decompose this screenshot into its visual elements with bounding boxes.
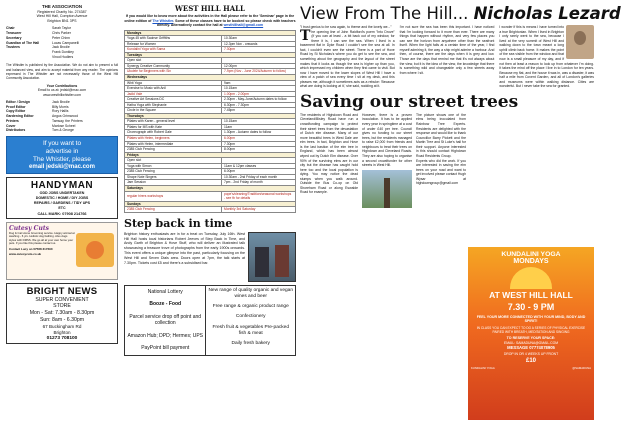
trees-paragraph-2: However, there is a proven inoculation. It has to be applied every year in springtime at a cost of under £40 per tree. Council gives no funding to our street trees, but the residents managed to raise £2,000 from friends and neighbours to treat their trees on Highdown and Cleveland Roads. They are also hoping to organise a second crowdfunder for other streets in West Hill. bbox=[362, 112, 412, 168]
activity-name: Shape Note Singers bbox=[125, 174, 222, 180]
activity-time: 6.00pm bbox=[222, 169, 296, 175]
post-left-item: PayPoint bill payment bbox=[141, 345, 190, 352]
advertise-line-2: advertise in bbox=[45, 148, 79, 156]
activity-name: Whit Yoga bbox=[125, 80, 222, 86]
association-column bbox=[6, 4, 118, 420]
activity-time: 7.45pm bbox=[222, 108, 296, 114]
team-role: Editor / Design bbox=[6, 99, 30, 104]
activity-time: 7pm - 2nd Friday of month bbox=[222, 180, 296, 186]
team-name: Angus Grimwood bbox=[52, 114, 79, 119]
handyman-line-4: ETC bbox=[58, 205, 66, 210]
activity-time: 10.15am bbox=[222, 119, 296, 125]
post-right-item: Daily fresh bakery bbox=[231, 341, 270, 347]
activity-name: Jadid Vale bbox=[125, 91, 222, 97]
activity-name: Choreograph with Robert Gale bbox=[125, 130, 222, 136]
historic-street-photo bbox=[248, 232, 296, 282]
kundalini-dropin: DROP IN OR 4 WEEKS UP FRONT bbox=[503, 352, 559, 357]
officers-role: Guardian of The Hall bbox=[6, 40, 40, 45]
view-paragraph-1: he opening line of John Raidford's poem "Into Drove" (if you can at least - a bit back out of my window, for there it is, I can see the sea. When I lived in a basement flat in Dyke Road I couldn't see the sea at all. In fact, I couldn't even see the street. There is a part of Hove Road by St Nicholas's where you do get to see the sea, and something about the geography and the layout of the street makes that it looks as though the sea is higher up than you, which impressed my children when they first came to visit. But now I have moved to the lower slopes of West Hill I have a view of a patch of sea every time I sit at my desk, and this pleases me, although it sometimes acts as a rebuke: 'Because what are doing is looking at it,' she said, nodding at it. bbox=[300, 29, 395, 89]
west-hill-hall-intro bbox=[124, 14, 296, 28]
activity-name: Synergy Creative Community bbox=[125, 63, 222, 69]
team-name: Marlose Scheel bbox=[52, 123, 76, 128]
activity-time: 7-9pm (Nov - June 2024/Autumn to follow) bbox=[222, 69, 296, 75]
bright-news-phone: 01273 708100 bbox=[46, 335, 78, 341]
activity-name: Yoga 45 with Saoirse Griffiths bbox=[125, 36, 222, 42]
view-column-2 bbox=[400, 25, 495, 89]
activity-time: 9am bbox=[222, 80, 296, 86]
view-from-hill-title bbox=[300, 4, 621, 23]
activity-name: Circle in the Square bbox=[125, 108, 222, 114]
street-trees-article bbox=[300, 113, 594, 208]
schedule-day: Mondays bbox=[125, 30, 296, 36]
kundalini-footer bbox=[471, 366, 591, 370]
association-city: Brighton BN1 3PS bbox=[47, 19, 77, 24]
officers-name: Lucas Campanelli bbox=[52, 40, 79, 45]
officers-row bbox=[6, 55, 118, 60]
activity-time: pope's/cleaning/Tradition/seasonal workshops - see fb for details bbox=[222, 191, 296, 201]
schedule-day: Saturdays bbox=[125, 185, 296, 191]
officers-role: Chair bbox=[6, 25, 15, 30]
intro-text: If you would like to know more about the activities in the Hall please refer to the 'Seminar' page in the online edition of bbox=[124, 14, 295, 23]
schedule-day: Fridays bbox=[125, 152, 296, 158]
activity-name: Hatha Yoga with Stephanie bbox=[125, 102, 222, 108]
schedule-row bbox=[125, 207, 296, 213]
cutesy-title: Cutesy Cuts bbox=[9, 224, 49, 232]
officers-name: Sarah Taylor bbox=[52, 25, 71, 30]
sun-graphic bbox=[510, 267, 552, 289]
post-right-item: New range of quality organic and vegan wines and beer bbox=[208, 287, 294, 299]
cutesy-text: Dog & Cat Home Grooming service. Happy animal at washing - 6 yrs. Holistic dog bathing. Also dogs styles with DMSS. We go all at your own home your pets. If you like this please contact us. bbox=[9, 230, 75, 246]
view-quote: "I trust genius to be sow again, to theme and the lovely we..." bbox=[300, 25, 392, 29]
schedule-day: Sundays bbox=[125, 201, 296, 207]
team-role: Copy Editor bbox=[6, 109, 26, 114]
drop-cap: T bbox=[300, 27, 311, 44]
dog-photo bbox=[76, 233, 114, 267]
intro-text-2: . Some of these classes have to be booked so please check with teachers directly. Alternatively contact the hall at bbox=[156, 18, 296, 28]
kundalini-tagline: FEEL YOUR MORE CONNECTED WITH YOUR MIND, BODY AND SPIRIT! bbox=[476, 314, 586, 324]
activity-time: 1.00pm - 2.00pm bbox=[222, 91, 296, 97]
kundalini-email[interactable]: EMAIL: SAMADUNA@GMAIL.COM bbox=[503, 341, 559, 346]
activity-name: Pilates with Helen, beginners bbox=[125, 136, 222, 142]
view-author: Nicholas Lezard bbox=[473, 4, 621, 23]
author-photo bbox=[566, 25, 594, 59]
trees-column-1: The residents of Highdown Road and Cleveland/Bisley Road have run a crowdfunding campaign to protect their street trees from the devastation of Dutch elm disease. Many of our more beautiful trees in West Dale are elm trees. In fact, Brighton and Hove is the last bastion of the elm tree in England, which has been almost wiped out by Dutch Elm disease. Over 90% of the surviving elms are in our city but the disease has caught hold here too and the local population is dying. You may notice the dead stumps when you walk around. Outside the Bus Co-op on Old Shoreham Road or along Eswalde Road for example. bbox=[300, 112, 358, 195]
kundalini-description: IN CLASS YOU CAN EXPECT TO DO A SERIES OF PHYSICAL EXERCISE PAIRED WITH BREATH, MEDITATION AND SINGING bbox=[476, 326, 586, 335]
handyman-line-3: REPAIRS / GARDENS / TIDY UPS bbox=[33, 200, 91, 205]
kundalini-phone: MESSAGE 07774078905 bbox=[507, 345, 555, 351]
activity-time: 1.30pm - Autumn dates to follow bbox=[222, 130, 296, 136]
cutesy-website[interactable]: www.cutesycuts.co.uk bbox=[9, 252, 42, 257]
post-right-item: Free range & organic product range bbox=[212, 304, 289, 310]
officers-name: Chris Parker bbox=[52, 30, 71, 35]
step-back-text: Brighton history enthusiasts are in for a treat on Tuesday, July 16th. West Hill Hall hosts local historians Robert Jeeves of Step Back in Time, and Andy Garth of Brighton & Hove Stuff, who will deliver an illustrated talk showcasing a treasure trove of photographs from the early 1900s onwards. This event offers a unique glimpse into the past, particularly focusing on the West Hill and Seven Dials area. Doors open at 7pm, the talk starts at 7.30pm. Tickets cost £5 and there's a subsidised bar. bbox=[124, 231, 245, 265]
activity-time: 10.30am - 2nd Friday of each month bbox=[222, 174, 296, 180]
post-right-item: Confectionery bbox=[235, 314, 266, 320]
post-office-services bbox=[125, 286, 205, 355]
activity-name: Open slot bbox=[125, 58, 222, 64]
trees-paragraph-3: The picture shows one of the elms being inoculated from Rainbow Tree Experts. Residents are delighted with the response and would like to thank Councillor Barry Pickett and the Martin Tree and St Luke's hall for their support. Anyone interested in this should contact Highdown Road Residents Group. bbox=[416, 112, 466, 158]
contributions-website[interactable]: www.westhillwhistler.com bbox=[43, 93, 81, 98]
whistler-link[interactable]: The Whistler bbox=[152, 18, 174, 23]
schedule-row bbox=[125, 191, 296, 201]
activity-name: 2385 Club Fencing bbox=[125, 147, 222, 153]
officers-role: Secretary bbox=[6, 35, 22, 40]
officers-name: Jack Brodie bbox=[52, 45, 70, 50]
step-back-title: Step back in time bbox=[124, 216, 233, 230]
activity-name: 2385 Club Fencing bbox=[125, 207, 222, 213]
view-paragraph-2: I'm not sure the sea has been this important. I have noticed that I'm looking forward to it more than ever. There are many things that happen without rhythm, and very few places you can see the horizon from anywhere other than the seafront itself. When the light falls at a certain time of the year, I find myself admiring it, the way a ship might admire a harbour. And then, of course, there are the days when it is grey and low. Those are the days that remind me that it's not always about the view, but it is the idea of the view, the knowledge that there is something wild and changeable only a few streets away from where I sit. bbox=[399, 25, 495, 75]
activity-time: 11am bbox=[222, 124, 296, 130]
activity-time: 6.00pm bbox=[222, 136, 296, 142]
kundalini-footer-right: @SAMADUNA bbox=[572, 365, 591, 370]
activity-time: 8.00pm bbox=[222, 147, 296, 153]
team-role: Cover bbox=[6, 123, 16, 128]
officers-role: Trustees bbox=[6, 45, 20, 50]
tree-inoculation-photo bbox=[362, 170, 412, 208]
kundalini-price: £10 bbox=[525, 357, 536, 364]
team-name: Jack Brodie bbox=[52, 99, 70, 104]
street-trees-title: Saving our street trees bbox=[300, 91, 519, 112]
activity-time: 2.30pm - May-June/Autumn dates to follow bbox=[222, 97, 296, 103]
officers-name: Peter Chinn bbox=[52, 35, 70, 40]
bright-news-address-1: 67 Buckingham Rd bbox=[42, 323, 82, 329]
handyman-ad bbox=[6, 177, 118, 218]
association-title: THE ASSOCIATION bbox=[41, 4, 82, 9]
bright-news-title: BRIGHT NEWS bbox=[26, 285, 98, 297]
activity-time: 10.15am bbox=[222, 86, 296, 92]
officers-role bbox=[6, 55, 52, 60]
kundalini-title: KUNDALINI YOGA bbox=[501, 251, 561, 258]
team-role: Distributors bbox=[6, 128, 26, 133]
association-blurb: The Whistler is published by the Association. We do not aim to present a full and balanced view, and aim to accept material from any reader. The opinions expressed in The Whistler are not necessarily those of the West Hill Community Association. bbox=[6, 63, 118, 81]
activity-name: 2385 Club Fencing bbox=[125, 169, 222, 175]
advertise-line-1: If you want to bbox=[42, 140, 81, 148]
contributions-email[interactable]: Email to us at: jedski@mac.com bbox=[37, 88, 87, 93]
activity-time: 10.30am bbox=[222, 36, 296, 42]
activity-time: Monthly 3rd Saturday bbox=[222, 207, 296, 213]
team-row bbox=[6, 128, 118, 133]
trees-column-2 bbox=[362, 113, 412, 208]
bright-news-ad bbox=[6, 283, 118, 344]
team-name: Rory Hallis bbox=[52, 109, 69, 114]
activity-name: Kundalini Yoga with Sama bbox=[125, 47, 222, 53]
team-role: Proof Editor bbox=[6, 104, 26, 109]
association-address: West Hill Hall, Compton Avenue bbox=[36, 14, 88, 19]
officers-list bbox=[6, 26, 118, 61]
trees-paragraph-4: Experts who did the work. If you are interested in saving the elm trees on your road and want to get involved please contact Hugh Wysar at highdowngroup@gmail.com bbox=[416, 158, 466, 186]
post-left-item: Amazon Hub; DPD; Hermes; UPS bbox=[127, 332, 204, 339]
bright-news-subtitle-1: SUPER CONVENIENT bbox=[35, 296, 89, 303]
view-column-1 bbox=[300, 25, 395, 89]
step-back-body bbox=[124, 232, 296, 282]
activity-name: Ukulele for Beginners with Sin bbox=[125, 69, 222, 75]
activity-name: Pilates with Helen, intermediate bbox=[125, 141, 222, 147]
west-hill-hall-column bbox=[124, 4, 296, 420]
activity-time: 11am & 12pm classes bbox=[222, 163, 296, 169]
officers-role: Treasurer bbox=[6, 30, 22, 35]
team-list bbox=[6, 100, 118, 133]
handyman-phone: CALL MARK: 07908 214766 bbox=[37, 211, 87, 216]
kundalini-time: 7.30 - 9 PM bbox=[507, 301, 555, 312]
post-left-item: Booze - Food bbox=[149, 301, 182, 308]
activity-time: 12.00pm bbox=[222, 63, 296, 69]
view-column-3 bbox=[499, 25, 594, 89]
activity-name: Creative Art Sessions DC bbox=[125, 97, 222, 103]
advertise-email[interactable]: email jedski@mac.com bbox=[29, 164, 95, 171]
activity-time: 7.30pm bbox=[222, 47, 296, 53]
activity-name: regular hirers workshops bbox=[125, 191, 222, 201]
schedule-day: Wednesdays bbox=[125, 75, 296, 81]
team-name: Tom & George bbox=[52, 128, 74, 133]
post-left-item: National Lottery bbox=[147, 288, 183, 295]
association-charity: Registered Charity No. 274387 bbox=[37, 9, 87, 14]
activities-schedule bbox=[124, 30, 296, 213]
view-paragraph-3: I wonder if this is means I have turned into a true Brightonian. When I lived in Brighton I only rarely went to the sea, because I lived at the very summit of West Hill and walking down to the town meant a long uphill climb back home. It makes the point of the sea visible from the window and that now is a small pleasure of my day, and if not then at least a reason to look up from whatever I'm doing. It takes the mind off the place I live in to London for ten years. Because my flat, and the house it was in, was a disaster, it was half a mile from Covent Garden, and all of London's galleries and museums were within walking distance. Cities are wonderful. But I never take the sea for granted. bbox=[499, 25, 595, 89]
handyman-title: HANDYMAN bbox=[30, 180, 94, 192]
activity-name: Open slot bbox=[125, 158, 222, 164]
trees-column-3 bbox=[416, 113, 466, 208]
team-role: Printers bbox=[6, 118, 19, 123]
cutesy-contact: Contact Lucy on 07568 317290 bbox=[9, 247, 53, 252]
activity-name: Release for Women bbox=[125, 41, 222, 47]
officers-name: Vinod Hudlers bbox=[52, 55, 74, 60]
team-name: Billy Morris bbox=[52, 104, 69, 109]
activity-name: Pilates with Karen - general level bbox=[125, 119, 222, 125]
hall-email-link[interactable]: westhillhall@gmail.com bbox=[223, 23, 264, 28]
contributions-heading: Your Contributions bbox=[46, 83, 78, 88]
advertise-line-3: The Whistler, please bbox=[33, 156, 91, 164]
team-name: Tamsay, the Printers bbox=[52, 118, 83, 123]
handyman-line-1: ODD JOBS UNDERTAKEN bbox=[39, 191, 85, 196]
kundalini-day: MONDAYS bbox=[513, 258, 549, 265]
bright-news-address-2: Brighton bbox=[53, 329, 71, 335]
schedule-day: Thursdays bbox=[125, 113, 296, 119]
post-office-ad bbox=[124, 285, 296, 356]
schedule-day: Tuesdays bbox=[125, 52, 296, 58]
activity-name: Pilates for MS with Kate bbox=[125, 124, 222, 130]
activity-name: Exercise to Music with Anil bbox=[125, 86, 222, 92]
activity-name: Jam Session bbox=[125, 180, 222, 186]
post-office-products bbox=[205, 286, 295, 355]
kundalini-reserve: TO RESERVE YOUR SPACE: bbox=[506, 336, 556, 341]
post-left-item: Parcel service drop off point and collection bbox=[129, 313, 202, 327]
team-role: Gardening Editor bbox=[6, 114, 34, 119]
activity-time: 12-3pm Nov - onwards bbox=[222, 41, 296, 47]
west-hill-hall-title: WEST HILL HALL bbox=[175, 4, 245, 13]
view-article bbox=[300, 25, 594, 89]
cutesy-cuts-ad bbox=[6, 222, 118, 280]
activity-time: 6.30pm - 7.30pm bbox=[222, 102, 296, 108]
bright-news-hours-1: Mon - Sat: 7.30am - 8.30pm bbox=[29, 310, 95, 317]
kundalini-venue: AT WEST HILL HALL bbox=[489, 290, 573, 300]
post-right-item: Fresh fruit & vegetables Pre-packed fish & meat bbox=[212, 324, 289, 336]
bright-news-subtitle-2: STORE bbox=[53, 303, 71, 310]
kundalini-yoga-poster bbox=[468, 247, 594, 420]
contributions-block bbox=[6, 84, 118, 98]
handyman-line-2: DOMESTIC / HOME / DIY JOBS bbox=[35, 196, 89, 201]
activity-time: 7.30pm bbox=[222, 141, 296, 147]
bright-news-hours-2: Sun: 8am - 6.30pm bbox=[39, 316, 85, 323]
articles-column bbox=[300, 4, 621, 420]
kundalini-footer-left: KUNDALINI YOGA bbox=[471, 365, 495, 370]
activity-name: Yoga with Simon bbox=[125, 163, 222, 169]
officers-name: Frank Dunkley bbox=[52, 50, 74, 55]
advertise-box bbox=[6, 136, 118, 174]
view-title-text: View From The Hill... bbox=[300, 4, 474, 23]
